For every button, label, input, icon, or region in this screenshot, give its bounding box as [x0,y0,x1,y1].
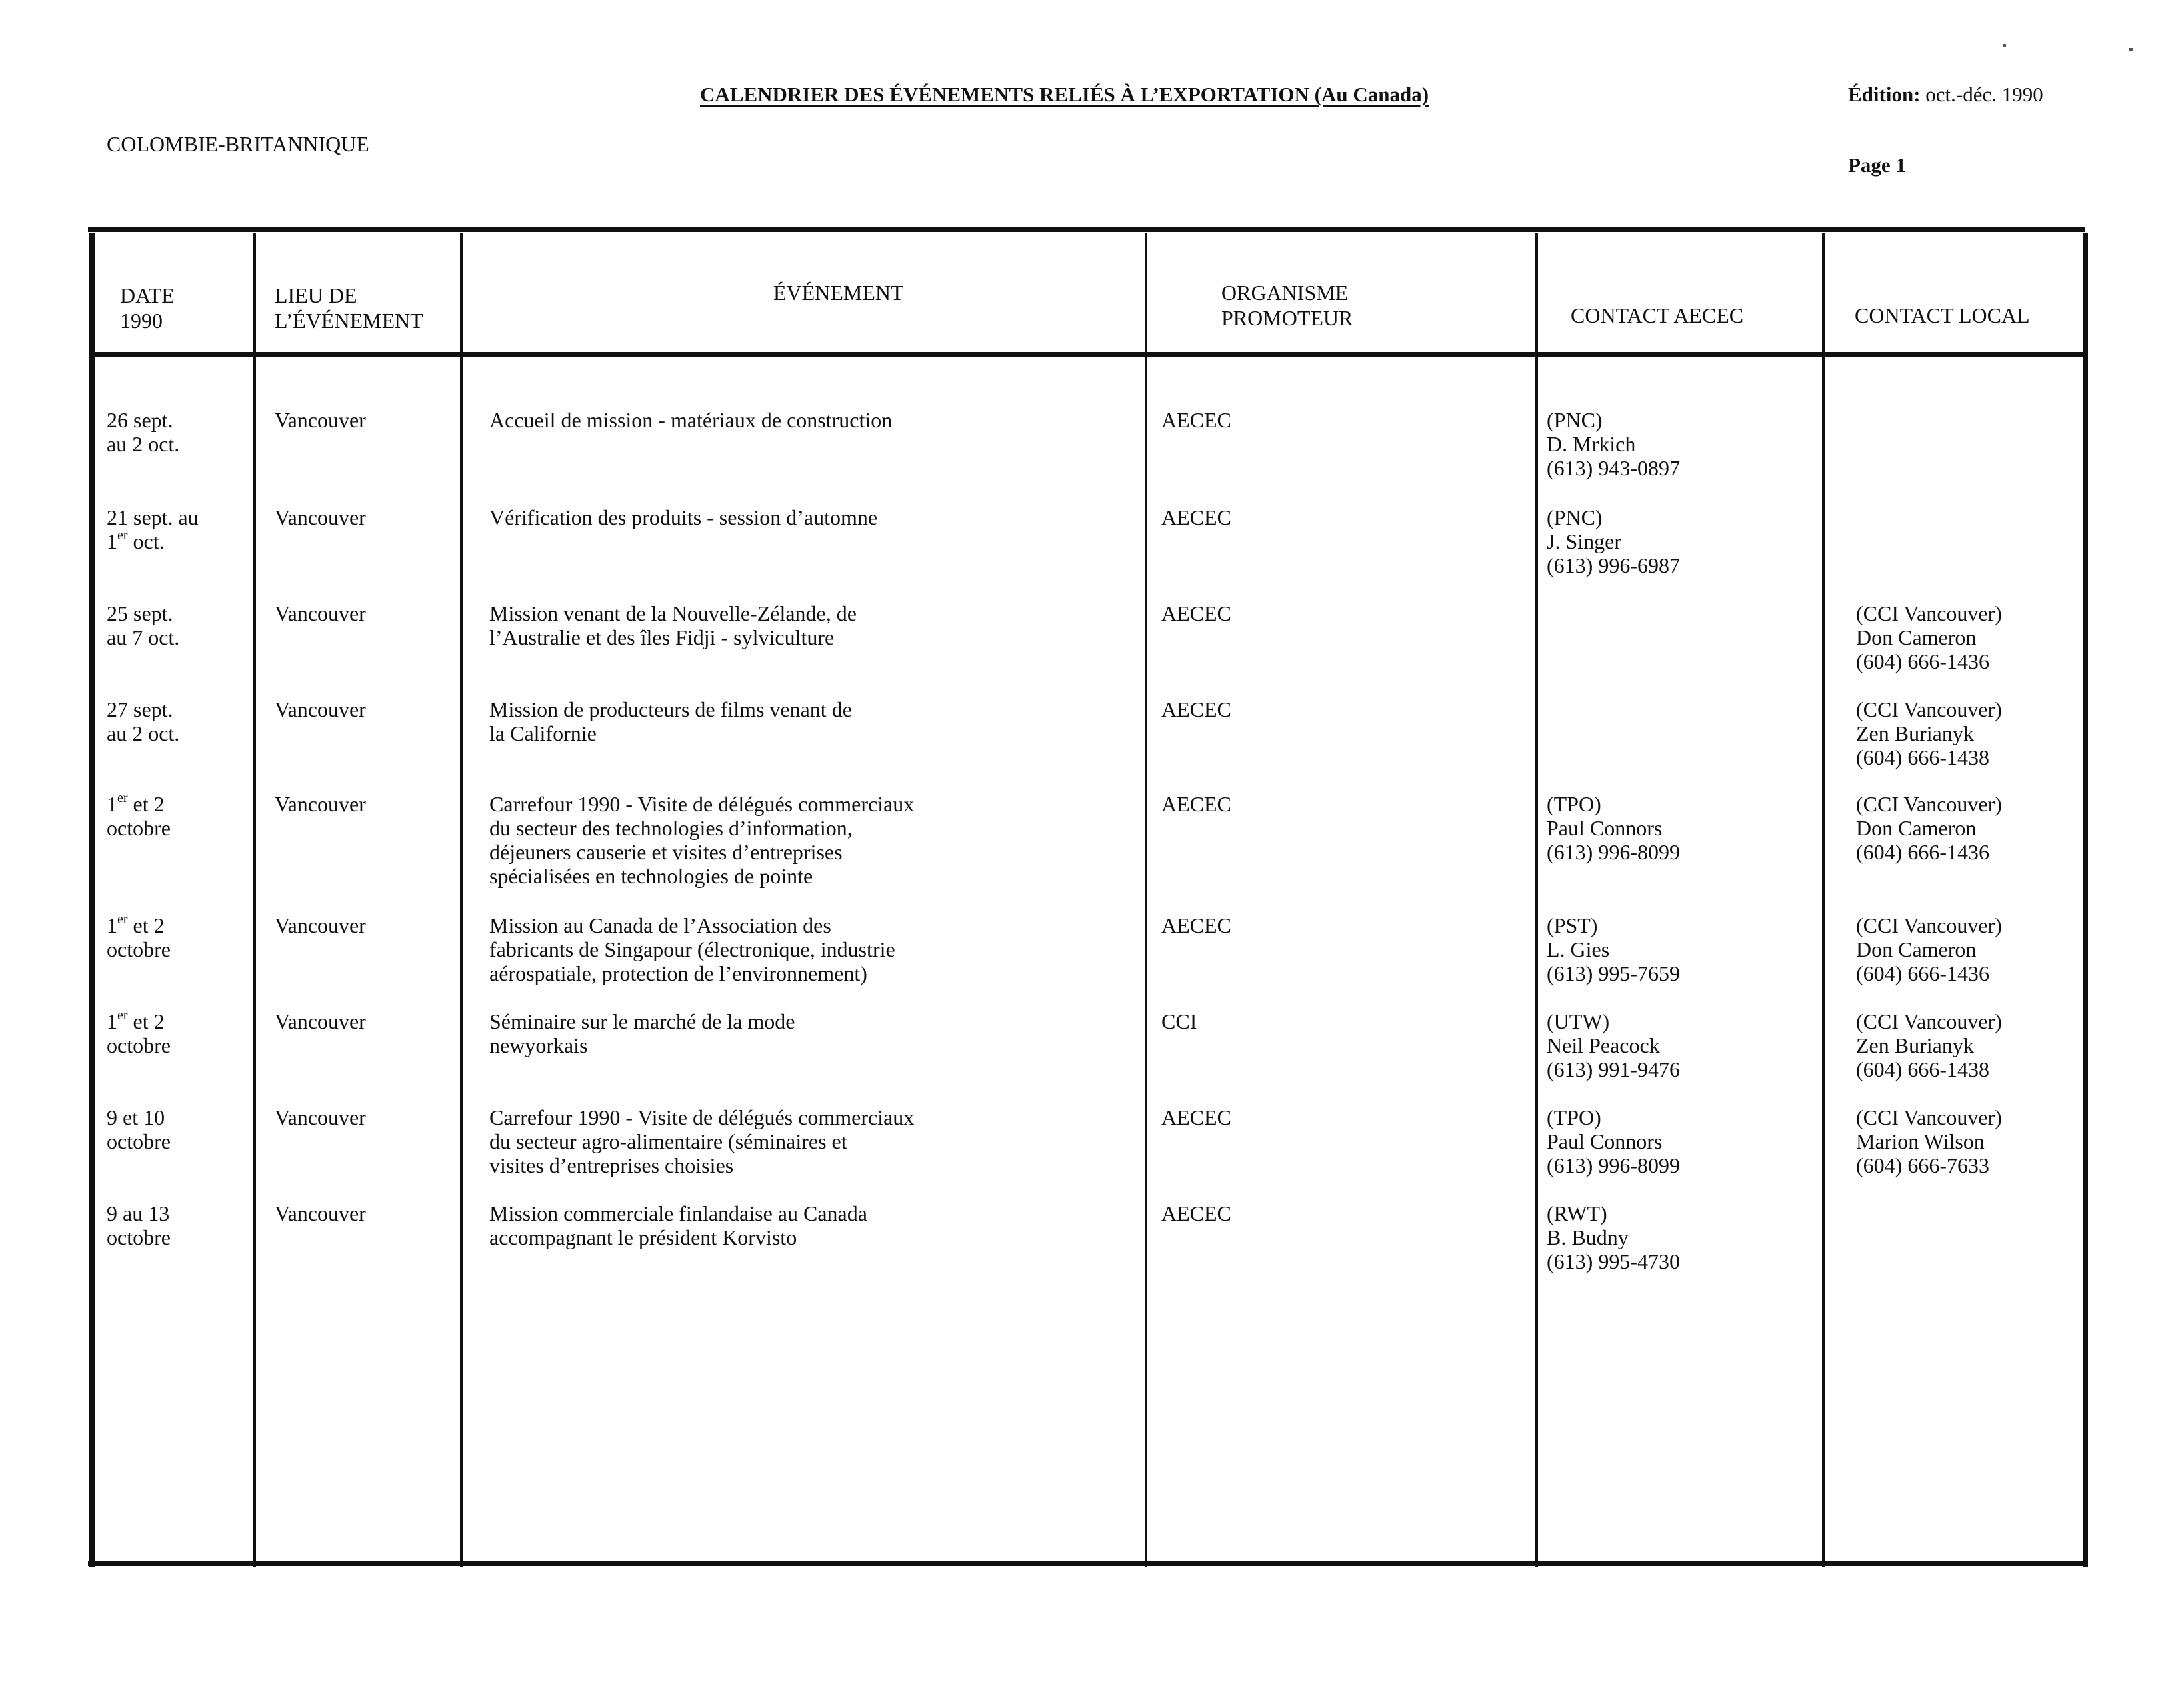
header-contact-aecec: CONTACT AECEC [1571,303,1744,327]
scan-speck [2129,48,2133,51]
date-ordinal-suffix: er [117,791,128,806]
cell-organisme: AECEC [1161,601,1231,625]
header-evenement: ÉVÉNEMENT [773,281,904,305]
cell-contact-aecec: (PST) L. Gies (613) 995-7659 [1547,913,1680,985]
date-line-1-suffix: et 2 [127,1009,165,1033]
cell-date: 26 sept. au 2 oct. [107,408,180,456]
table-bottom-rule [88,1561,2088,1566]
cell-lieu: Vancouver [275,1105,366,1129]
cell-contact-aecec: (TPO) Paul Connors (613) 996-8099 [1547,792,1680,864]
table-top-rule [88,227,2085,232]
cell-contact-aecec: (TPO) Paul Connors (613) 996-8099 [1547,1105,1680,1177]
cell-organisme: AECEC [1161,792,1231,816]
region-name: COLOMBIE-BRITANNIQUE [107,132,369,156]
cell-date [107,1009,280,1057]
date-ordinal-suffix: er [117,528,128,543]
date-ordinal-suffix: er [117,1008,128,1023]
cell-organisme: AECEC [1161,1201,1231,1225]
cell-organisme: AECEC [1161,913,1231,937]
table-row [0,791,2184,888]
header-date: DATE 1990 [120,283,175,333]
cell-date: 9 et 10 octobre [107,1105,171,1153]
header-contact-local: CONTACT LOCAL [1855,303,2030,327]
cell-contact-local: (CCI Vancouver) Zen Burianyk (604) 666-1438 [1856,697,2002,769]
cell-organisme: AECEC [1161,505,1231,529]
cell-evenement: Accueil de mission - matériaux de construction [489,408,893,432]
table-row [0,913,2184,1007]
cell-lieu: Vancouver [275,408,366,432]
cell-contact-local: (CCI Vancouver) Zen Burianyk (604) 666-1438 [1856,1009,2002,1081]
date-ordinal-number: 1 [107,913,117,937]
edition-label: Édition: [1848,83,1921,106]
cell-evenement: Vérification des produits - session d’automne [489,505,878,529]
cell-organisme: AECEC [1161,697,1231,721]
cell-date [107,913,280,961]
table-row [0,1201,2184,1295]
header-lieu: LIEU DE L’ÉVÉNEMENT [275,283,423,333]
date-line-2-suffix: oct. [127,529,165,553]
cell-lieu: Vancouver [275,505,366,529]
cell-evenement: Carrefour 1990 - Visite de délégués commerciaux du secteur des technologies d’information, déjeuners causerie et visites d’entreprises spécialisées en technologies de pointe [489,792,915,888]
cell-date: 9 au 13 octobre [107,1201,171,1249]
cell-contact-local: (CCI Vancouver) Don Cameron (604) 666-1436 [1856,601,2002,673]
date-ordinal-suffix: er [117,912,128,927]
cell-evenement: Carrefour 1990 - Visite de délégués commerciaux du secteur agro-alimentaire (séminaires et visites d’entreprises choisies [489,1105,915,1177]
table-header-rule [91,352,2088,357]
header-organisme: ORGANISME PROMOTEUR [1221,281,1353,330]
cell-lieu: Vancouver [275,697,366,721]
date-ordinal-number: 1 [107,529,117,553]
document-title: CALENDRIER DES ÉVÉNEMENTS RELIÉS À L’EXPORTATION (Au Canada) [700,83,1429,106]
date-ordinal-number: 1 [107,1009,117,1033]
date-line-2: octobre [107,937,171,961]
date-ordinal-number: 1 [107,792,117,816]
date-line-1: 21 sept. au [107,505,199,529]
cell-contact-aecec: (UTW) Neil Peacock (613) 991-9476 [1547,1009,1680,1081]
cell-contact-local: (CCI Vancouver) Marion Wilson (604) 666-7633 [1856,1105,2002,1177]
cell-evenement: Mission au Canada de l’Association des fabricants de Singapour (électronique, industrie aérospatiale, protection de l’environnement) [489,913,895,985]
date-line-2: octobre [107,1033,171,1057]
cell-contact-aecec: (RWT) B. Budny (613) 995-4730 [1547,1201,1680,1273]
cell-lieu: Vancouver [275,1201,366,1225]
cell-contact-local: (CCI Vancouver) Don Cameron (604) 666-1436 [1856,792,2002,864]
cell-date [107,505,280,553]
scan-speck [2003,44,2006,47]
page-number: Page 1 [1848,153,1906,177]
cell-lieu: Vancouver [275,1009,366,1033]
edition-info [1848,83,2043,107]
cell-date: 27 sept. au 2 oct. [107,697,180,745]
cell-evenement: Mission venant de la Nouvelle-Zélande, de l’Australie et des îles Fidji - sylviculture [489,601,857,649]
cell-organisme: AECEC [1161,1105,1231,1129]
table-row [0,1105,2184,1199]
table-row [0,1009,2184,1103]
cell-contact-aecec: (PNC) J. Singer (613) 996-6987 [1547,505,1680,577]
table-row [0,408,2184,501]
date-line-2: octobre [107,816,171,840]
edition-value: oct.-déc. 1990 [1925,83,2043,106]
cell-lieu: Vancouver [275,601,366,625]
cell-lieu: Vancouver [275,792,366,816]
date-line-1-suffix: et 2 [127,792,165,816]
cell-evenement: Mission commerciale finlandaise au Canada accompagnant le président Korvisto [489,1201,867,1249]
cell-lieu: Vancouver [275,913,366,937]
table-row [0,697,2184,791]
cell-date: 25 sept. au 7 oct. [107,601,180,649]
date-line-1-suffix: et 2 [127,913,165,937]
cell-organisme: CCI [1161,1009,1197,1033]
cell-organisme: AECEC [1161,408,1231,432]
cell-evenement: Séminaire sur le marché de la mode newyorkais [489,1009,795,1057]
cell-contact-aecec: (PNC) D. Mrkich (613) 943-0897 [1547,408,1680,480]
table-row [0,601,2184,695]
cell-date [107,792,280,840]
cell-contact-local: (CCI Vancouver) Don Cameron (604) 666-1436 [1856,913,2002,985]
table-row [0,505,2184,599]
cell-evenement: Mission de producteurs de films venant de la Californie [489,697,852,745]
